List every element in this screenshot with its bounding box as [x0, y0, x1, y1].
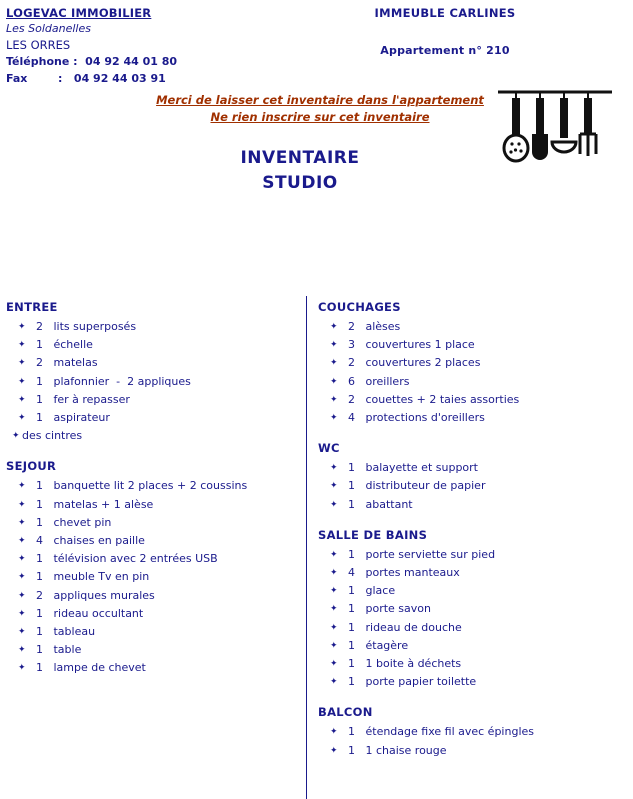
list-item-label: 1 étagère [348, 638, 409, 652]
list-item [6, 496, 301, 514]
list-item [318, 336, 618, 354]
list-item [6, 409, 301, 427]
list-item [318, 373, 618, 391]
bullet-icon: ✦ [18, 322, 26, 332]
section-item-list [318, 723, 618, 759]
bullet-icon: ✦ [330, 358, 338, 369]
list-item-label: 1 abattant [348, 497, 413, 511]
list-item-label: 1 étendage fixe fil avec épingles [348, 725, 535, 739]
list-item [318, 742, 618, 760]
building-header [330, 6, 560, 57]
bullet-icon: ✦ [18, 413, 26, 424]
bullet-icon: ✦ [330, 677, 338, 688]
company-name: LOGEVAC IMMOBILIER [6, 6, 152, 20]
bullet-icon: ✦ [18, 663, 26, 674]
section-title: COUCHAGES [318, 300, 401, 314]
list-item-label: 2 couettes + 2 taies assorties [348, 392, 520, 406]
title-line-2: STUDIO [262, 173, 338, 193]
list-item [318, 723, 618, 741]
list-item-label: des cintres [22, 429, 83, 443]
list-item-label: 1 chevet pin [36, 515, 112, 529]
left-column [6, 300, 301, 692]
list-item-label: 4 protections d'oreillers [348, 411, 485, 425]
list-item [318, 477, 618, 495]
bullet-icon: ✦ [330, 568, 338, 579]
bullet-icon: ✦ [330, 376, 338, 387]
list-item-label: 1 rideau occultant [36, 606, 144, 620]
apartment-number: Appartement n° 210 [380, 44, 510, 57]
section-item-list [6, 318, 301, 445]
bullet-icon: ✦ [330, 727, 338, 738]
list-item [318, 354, 618, 372]
section-title: ENTREE [6, 300, 58, 314]
list-item [318, 619, 618, 637]
list-item [6, 532, 301, 550]
bullet-icon: ✦ [18, 481, 26, 492]
list-item [318, 546, 618, 564]
building-name: IMMEUBLE CARLINES [374, 6, 516, 20]
list-item [318, 391, 618, 409]
list-item-label: 1 banquette lit 2 places + 2 coussins [36, 479, 248, 493]
list-item [318, 564, 618, 582]
notice-block [120, 92, 520, 126]
fax-line: Fax : 04 92 44 03 91 [6, 72, 166, 85]
notice-line-1: Merci de laisser cet inventaire dans l'appartement [156, 93, 484, 107]
list-item-label: 2 appliques murales [36, 588, 155, 602]
inventory-section [318, 528, 618, 692]
section-item-list [6, 477, 301, 677]
bullet-icon: ✦ [18, 340, 26, 351]
list-item-label: 1 1 chaise rouge [348, 743, 447, 757]
list-item-label: 1 échelle [36, 338, 93, 352]
list-item [6, 477, 301, 495]
bullet-icon: ✦ [18, 608, 26, 619]
list-item [6, 514, 301, 532]
list-item-label: 4 portes manteaux [348, 566, 460, 580]
bullet-icon: ✦ [18, 499, 26, 510]
list-item-label: 2 matelas [36, 356, 98, 370]
bullet-icon: ✦ [330, 394, 338, 405]
bullet-icon: ✦ [330, 586, 338, 597]
list-item-label: 1 balayette et support [348, 461, 478, 475]
list-item [6, 391, 301, 409]
list-item [6, 550, 301, 568]
agency-header [6, 6, 306, 87]
bullet-icon: ✦ [330, 499, 338, 510]
bullet-icon: ✦ [18, 590, 26, 601]
bullet-icon: ✦ [18, 517, 26, 528]
section-item-list [318, 318, 618, 427]
list-item [318, 600, 618, 618]
bullet-icon: ✦ [330, 322, 338, 332]
phone-line: Téléphone : 04 92 44 01 80 [6, 55, 178, 68]
list-item-label: 1 1 boite à déchets [348, 657, 462, 671]
list-item-label: 1 tableau [36, 625, 96, 639]
bullet-icon: ✦ [330, 413, 338, 424]
list-item-label: 1 table [36, 643, 82, 657]
list-item-label: 1 plafonnier - 2 appliques [36, 374, 191, 388]
list-item [318, 673, 618, 691]
inventory-section [6, 300, 301, 445]
list-item [6, 587, 301, 605]
list-item [318, 637, 618, 655]
list-item [6, 427, 301, 445]
list-item-label: 1 porte savon [348, 602, 431, 616]
bullet-icon: ✦ [18, 572, 26, 583]
list-item [6, 659, 301, 677]
list-item [318, 409, 618, 427]
section-item-list [318, 459, 618, 514]
bullet-icon: ✦ [330, 340, 338, 351]
bullet-icon: ✦ [330, 549, 338, 560]
bullet-icon: ✦ [12, 431, 20, 442]
list-item [318, 459, 618, 477]
list-item [6, 336, 301, 354]
list-item-label: 1 porte papier toilette [348, 675, 477, 689]
page-title [150, 146, 450, 196]
list-item [6, 354, 301, 372]
list-item-label: 1 porte serviette sur pied [348, 547, 496, 561]
title-line-1: INVENTAIRE [240, 148, 360, 168]
bullet-icon: ✦ [18, 376, 26, 387]
section-title: SALLE DE BAINS [318, 527, 428, 542]
list-item [6, 623, 301, 641]
bullet-icon: ✦ [18, 554, 26, 565]
bullet-icon: ✦ [18, 394, 26, 405]
bullet-icon: ✦ [330, 481, 338, 492]
list-item-label: 3 couvertures 1 place [348, 338, 475, 352]
bullet-icon: ✦ [330, 640, 338, 651]
bullet-icon: ✦ [18, 627, 26, 638]
bullet-icon: ✦ [330, 604, 338, 615]
list-item [6, 568, 301, 586]
list-item-label: 1 matelas + 1 alèse [36, 497, 154, 511]
bullet-icon: ✦ [330, 622, 338, 633]
list-item-label: 1 rideau de douche [348, 620, 462, 634]
list-item [6, 605, 301, 623]
list-item-label: 1 meuble Tv en pin [36, 570, 150, 584]
bullet-icon: ✦ [330, 463, 338, 474]
bullet-icon: ✦ [330, 659, 338, 670]
bullet-icon: ✦ [330, 745, 338, 756]
list-item-label: 1 fer à repasser [36, 392, 130, 406]
bullet-icon: ✦ [18, 358, 26, 369]
section-title: SEJOUR [6, 459, 57, 474]
list-item-label: 4 chaises en paille [36, 534, 145, 548]
list-item-label: 2 lits superposés [36, 320, 137, 333]
section-title: BALCON [318, 705, 373, 720]
section-title: WC [318, 441, 340, 456]
list-item [318, 582, 618, 600]
list-item-label: 1 aspirateur [36, 411, 110, 425]
inventory-section [318, 300, 618, 427]
list-item-label: 2 alèses [348, 320, 401, 333]
bullet-icon: ✦ [18, 645, 26, 656]
list-item [318, 318, 618, 336]
inventory-section [6, 459, 301, 677]
list-item-label: 1 télévision avec 2 entrées USB [36, 552, 218, 566]
list-item [6, 641, 301, 659]
address-line-1: Les Soldanelles [6, 22, 91, 35]
inventory-section [318, 705, 618, 759]
list-item [6, 318, 301, 336]
list-item [318, 655, 618, 673]
section-item-list [318, 546, 618, 692]
inventory-section [318, 441, 618, 514]
column-divider [306, 296, 307, 799]
list-item-label: 2 couvertures 2 places [348, 356, 481, 370]
list-item-label: 1 distributeur de papier [348, 479, 486, 493]
bullet-icon: ✦ [18, 536, 26, 547]
address-line-2: LES ORRES [6, 38, 71, 52]
notice-line-2: Ne rien inscrire sur cet inventaire [210, 110, 430, 124]
list-item [318, 496, 618, 514]
list-item-label: 1 lampe de chevet [36, 661, 146, 675]
list-item-label: 1 glace [348, 584, 396, 598]
list-item [6, 373, 301, 391]
list-item-label: 6 oreillers [348, 374, 410, 388]
right-column [318, 300, 618, 774]
